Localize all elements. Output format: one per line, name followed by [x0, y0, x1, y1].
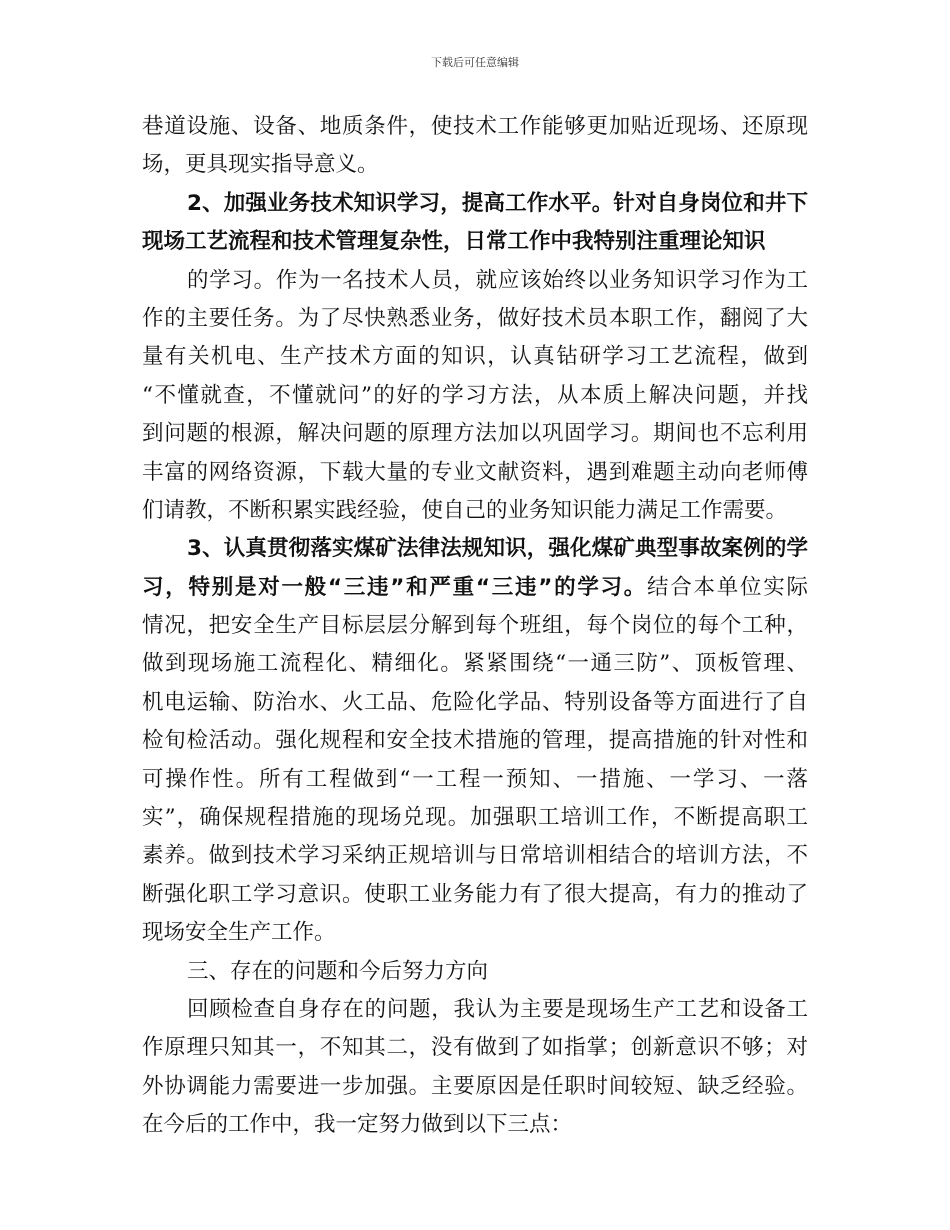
paragraph-line: 丰富的网络资源，下载大量的专业文献资料，遇到难题主动向老师傅	[142, 459, 808, 485]
paragraph-line: 的学习。作为一名技术人员，就应该始终以业务知识学习作为工	[187, 267, 808, 293]
normal-text: 结合本单位实际	[647, 574, 808, 600]
page-header: 下载后可任意编辑	[431, 56, 519, 69]
paragraph-line: “不懂就查，不懂就问”的好的学习方法，从本质上解决问题，并找	[142, 382, 808, 408]
paragraph-line: 可操作性。所有工程做到“一工程一预知、一措施、一学习、一落	[142, 766, 808, 792]
paragraph-line: 实”，确保规程措施的现场兑现。加强职工培训工作，不断提高职工	[142, 805, 808, 831]
paragraph-line: 量有关机电、生产技术方面的知识，认真钻研学习工艺流程，做到	[142, 344, 808, 370]
document-body	[142, 108, 808, 1145]
paragraph-line: 机电运输、防治水、火工品、危险化学品、特别设备等方面进行了自	[142, 689, 808, 715]
paragraph-line: 做到现场施工流程化、精细化。紧紧围绕“一通三防”、顶板管理、	[142, 651, 808, 677]
paragraph-line: 场，更具现实指导意义。	[142, 152, 379, 178]
paragraph-line: 外协调能力需要进一步加强。主要原因是任职时间较短、缺乏经验。	[142, 1073, 808, 1099]
paragraph-line: 们请教，不断积累实践经验，使自己的业务知识能力满足工作需要。	[142, 497, 788, 523]
paragraph-line: 在今后的工作中，我一定努力做到以下三点：	[142, 1112, 573, 1138]
paragraph-line: 巷道设施、设备、地质条件，使技术工作能够更加贴近现场、还原现	[142, 114, 808, 139]
paragraph-line: 现场安全生产工作。	[142, 920, 336, 946]
paragraph-line: 作原理只知其一，不知其二，没有做到了如指掌；创新意识不够；对	[142, 1035, 808, 1061]
paragraph-line: 到问题的根源，解决问题的原理方法加以巩固学习。期间也不忘利用	[142, 421, 808, 447]
section-heading-3: 3、认真贯彻落实煤矿法律法规知识，强化煤矿典型事故案例的学	[187, 536, 808, 562]
paragraph-line: 检旬检活动。强化规程和安全技术措施的管理，提高措施的针对性和	[142, 728, 808, 754]
paragraph-line: 情况，把安全生产目标层层分解到每个班组，每个岗位的每个工种，	[142, 613, 808, 639]
bold-text: 习，特别是对一般“三违”和严重“三违”的学习。	[142, 574, 648, 600]
paragraph-line: 素养。做到技术学习采纳正规培训与日常培训相结合的培训方法，不	[142, 843, 808, 869]
paragraph-line: 回顾检查自身存在的问题，我认为主要是现场生产工艺和设备工	[187, 996, 808, 1022]
paragraph-line: 断强化职工学习意识。使职工业务能力有了很大提高，有力的推动了	[142, 881, 808, 907]
paragraph-line: 作的主要任务。为了尽快熟悉业务，做好技术员本职工作，翻阅了大	[142, 305, 808, 331]
paragraph-line-mixed	[142, 569, 808, 607]
section-heading-three: 三、存在的问题和今后努力方向	[187, 958, 489, 984]
section-heading-2-cont: 现场工艺流程和技术管理复杂性，日常工作中我特别注重理论知识	[142, 229, 766, 255]
section-heading-2: 2、加强业务技术知识学习，提高工作水平。针对自身岗位和井下	[187, 190, 808, 216]
